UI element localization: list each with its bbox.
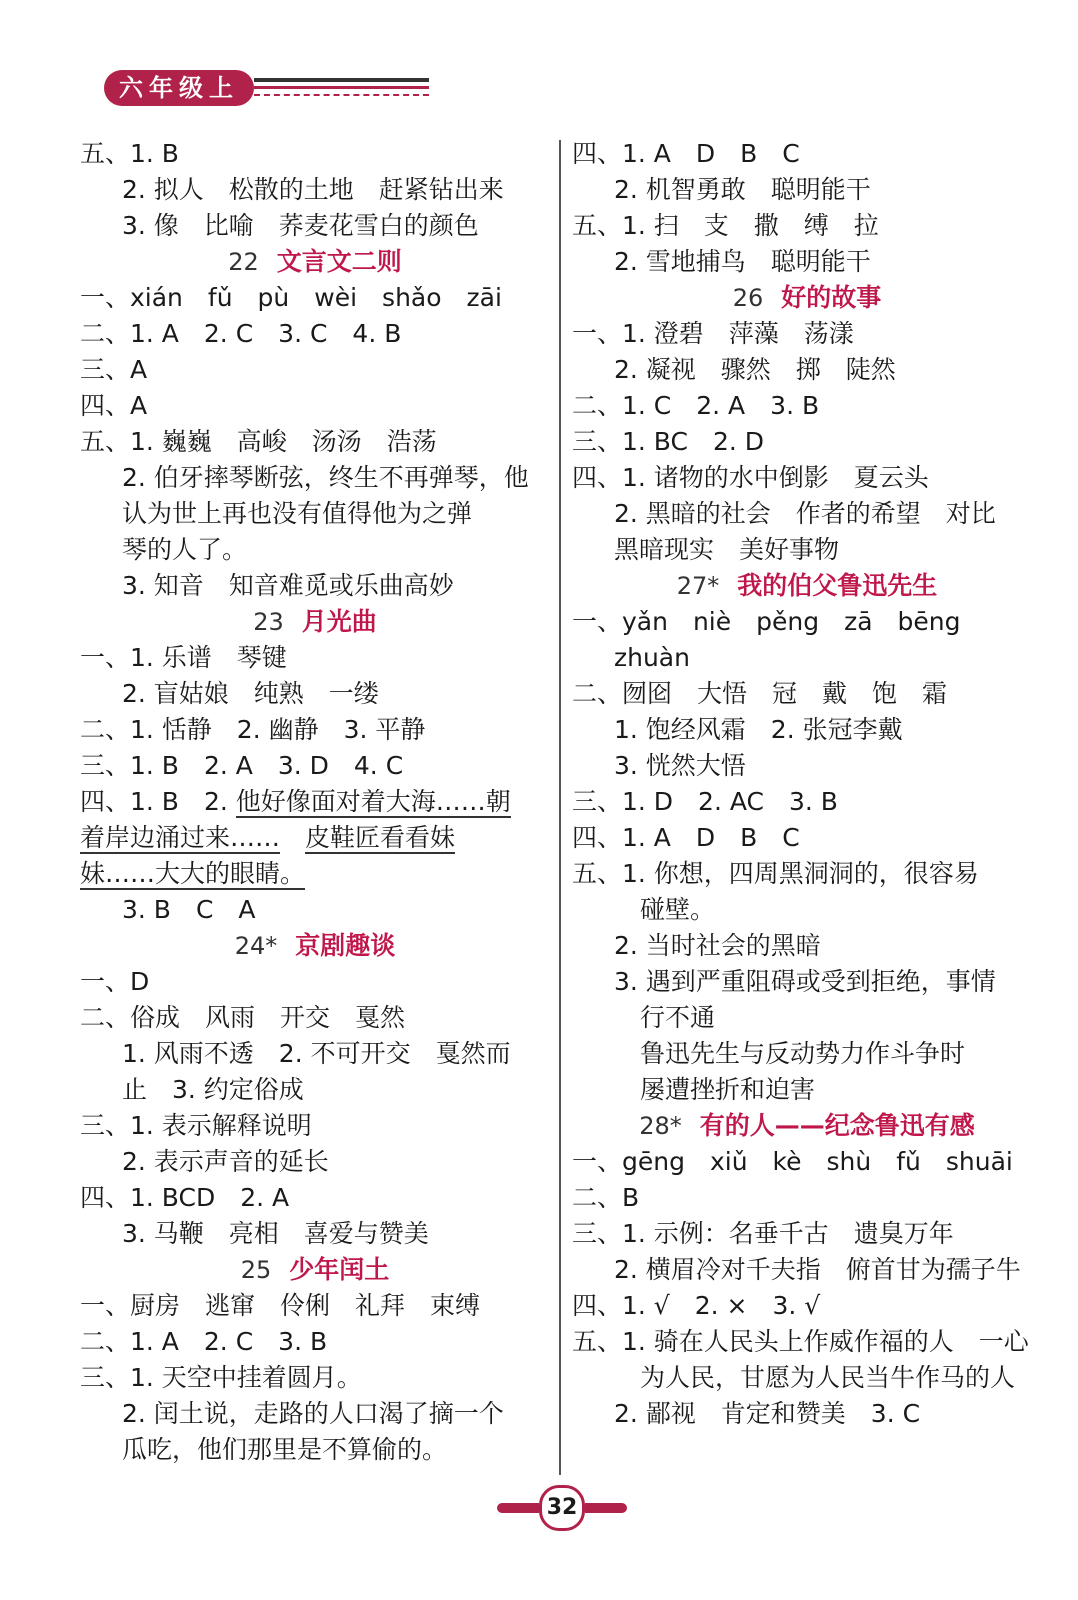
lesson-title — [80, 928, 550, 964]
answer-text: 五、1. 巍巍 高峻 汤汤 浩荡 — [80, 427, 437, 456]
answer-text: 五、1. 骑在人民头上作威作福的人 一心 — [572, 1327, 1029, 1356]
page-number: 32 — [539, 1485, 585, 1531]
answer-text: 2. 盲姑娘 纯熟 一缕 — [122, 679, 379, 708]
answer-text: 五、1. B — [80, 139, 179, 168]
answer-line — [572, 136, 1042, 172]
answer-text: 一、1. 澄碧 萍藻 荡漾 — [572, 319, 854, 348]
answer-line — [80, 1216, 550, 1252]
answer-text: 止 3. 约定俗成 — [122, 1075, 304, 1104]
answer-text: 三、1. 表示解释说明 — [80, 1111, 312, 1140]
answer-line — [572, 1396, 1042, 1432]
answer-text: 2. 凝视 骤然 掷 陡然 — [614, 355, 896, 384]
answer-text: 2. 鄙视 肯定和赞美 3. C — [614, 1399, 921, 1428]
answer-line — [572, 1324, 1042, 1360]
answer-line — [572, 748, 1042, 784]
footer-ornament — [497, 1503, 539, 1513]
answer-line — [572, 244, 1042, 280]
lesson-number: 26 — [732, 284, 764, 312]
answer-text: 1. 饱经风霜 2. 张冠李戴 — [614, 715, 903, 744]
answer-line — [80, 424, 550, 460]
answer-text: 瓜吃，他们那里是不算偷的。 — [122, 1435, 448, 1464]
answer-text: 一、D — [80, 967, 150, 996]
answer-text: 四、1. 诸物的水中倒影 夏云头 — [572, 463, 929, 492]
answer-line — [80, 352, 550, 388]
lesson-number: 23 — [253, 608, 284, 636]
answer-line — [80, 748, 550, 784]
answer-line — [572, 784, 1042, 820]
answer-text: 鲁迅先生与反动势力作斗争时 — [640, 1039, 966, 1068]
answer-text: 3. B C A — [122, 895, 256, 924]
answer-text: 一、1. 乐谱 琴键 — [80, 643, 287, 672]
answer-text: 2. 黑暗的社会 作者的希望 对比 — [614, 499, 996, 528]
lesson-name: 文言文二则 — [276, 247, 402, 276]
lesson-name: 好的故事 — [781, 283, 882, 312]
lesson-title — [572, 568, 1042, 604]
answer-line — [572, 604, 1042, 640]
answer-line — [572, 712, 1042, 748]
answer-text: 2. 闰土说，走路的人口渴了摘一个 — [122, 1399, 504, 1428]
answer-line — [572, 460, 1042, 496]
grade-badge: 六年级上 — [104, 70, 254, 106]
answer-line — [572, 532, 1042, 568]
answer-text: 3. 知音 知音难觅或乐曲高妙 — [122, 571, 454, 600]
header-rule-dashed — [254, 94, 429, 96]
answer-line — [80, 1036, 550, 1072]
answer-text: 一、xián fǔ pù wèi shǎo zāi — [80, 283, 502, 312]
answer-line — [572, 1036, 1042, 1072]
answer-text: 2. 当时社会的黑暗 — [614, 931, 821, 960]
answer-line — [80, 280, 550, 316]
answer-line — [572, 856, 1042, 892]
answer-line — [80, 640, 550, 676]
answer-line — [80, 136, 550, 172]
answer-text: 二、囫囵 大悟 冠 戴 饱 霜 — [572, 679, 948, 708]
answer-text: 三、1. D 2. AC 3. B — [572, 787, 838, 816]
answer-text: 四、A — [80, 391, 148, 420]
answer-line — [80, 1432, 550, 1468]
answer-line — [80, 1396, 550, 1432]
answer-line — [572, 892, 1042, 928]
answer-line — [80, 1000, 550, 1036]
answer-line — [80, 892, 550, 928]
header-rule — [254, 78, 429, 82]
answer-text: 2. 拟人 松散的土地 赶紧钻出来 — [122, 175, 504, 204]
lesson-name: 少年闰土 — [289, 1255, 390, 1284]
answer-column-right — [572, 136, 1042, 1432]
page-header — [104, 66, 434, 110]
answer-line — [572, 1000, 1042, 1036]
answer-line — [572, 928, 1042, 964]
answer-line — [80, 964, 550, 1000]
answer-line — [80, 1324, 550, 1360]
lesson-number: 25 — [240, 1256, 272, 1284]
answer-text: 2. 伯牙摔琴断弦，终生不再弹琴，他 — [122, 463, 529, 492]
answer-line — [80, 1288, 550, 1324]
answer-text: 三、1. 天空中挂着圆月。 — [80, 1363, 362, 1392]
answer-line — [572, 1144, 1042, 1180]
lesson-title — [80, 244, 550, 280]
answer-line — [572, 1288, 1042, 1324]
answer-line — [572, 316, 1042, 352]
answer-text: 黑暗现实 美好事物 — [614, 535, 840, 564]
underlined-answer: 他好像面对着大海……朝 — [235, 787, 511, 816]
answer-text: 二、1. 恬静 2. 幽静 3. 平静 — [80, 715, 426, 744]
answer-text: 认为世上再也没有值得他为之弹 — [122, 499, 473, 528]
answer-line — [80, 712, 550, 748]
answer-column-left — [80, 136, 550, 1468]
answer-text: 二、B — [572, 1183, 640, 1212]
answer-line — [80, 316, 550, 352]
answer-text: 四、1. A D B C — [572, 139, 800, 168]
answer-text: 二、1. C 2. A 3. B — [572, 391, 820, 420]
lesson-name: 有的人——纪念鲁迅有感 — [699, 1111, 975, 1140]
answer-text: 3. 恍然大悟 — [614, 751, 746, 780]
answer-text: 3. 遇到严重阻碍或受到拒绝，事情 — [614, 967, 996, 996]
answer-line — [572, 964, 1042, 1000]
lesson-number: 27* — [676, 572, 720, 600]
answer-line — [572, 640, 1042, 676]
underlined-answer: 着岸边涌过来…… — [80, 823, 281, 852]
answer-text: 五、1. 扫 支 撒 缚 拉 — [572, 211, 879, 240]
header-rule — [254, 86, 429, 89]
answer-line — [80, 172, 550, 208]
answer-line — [572, 208, 1042, 244]
answer-line — [572, 1216, 1042, 1252]
answer-text: 三、1. BC 2. D — [572, 427, 765, 456]
answer-text: zhuàn — [614, 643, 690, 672]
answer-text: 屡遭挫折和迫害 — [640, 1075, 816, 1104]
answer-text: 2. 横眉冷对千夫指 俯首甘为孺子牛 — [614, 1255, 1021, 1284]
answer-text: 2. 机智勇敢 聪明能干 — [614, 175, 871, 204]
answer-text: 三、1. B 2. A 3. D 4. C — [80, 751, 404, 780]
answer-text: 二、俗成 风雨 开交 戛然 — [80, 1003, 406, 1032]
answer-text: 2. 表示声音的延长 — [122, 1147, 329, 1176]
answer-line — [80, 388, 550, 424]
answer-line — [80, 1144, 550, 1180]
answer-line — [572, 388, 1042, 424]
answer-text: 3. 像 比喻 荞麦花雪白的颜色 — [122, 211, 479, 240]
answer-line — [572, 1360, 1042, 1396]
footer-ornament — [585, 1503, 627, 1513]
answer-line — [80, 1108, 550, 1144]
answer-text: 四、1. BCD 2. A — [80, 1183, 290, 1212]
answer-line — [80, 1180, 550, 1216]
lesson-title — [80, 1252, 550, 1288]
answer-text: 四、1. √ 2. × 3. √ — [572, 1291, 821, 1320]
answer-line — [572, 820, 1042, 856]
answer-line — [572, 1252, 1042, 1288]
lesson-title — [572, 1108, 1042, 1144]
answer-text: 四、1. B 2. — [80, 787, 236, 816]
answer-line — [80, 820, 550, 856]
answer-line — [572, 424, 1042, 460]
answer-text: 行不通 — [640, 1003, 716, 1032]
answer-text: 一、gēng xiǔ kè shù fǔ shuāi — [572, 1147, 1013, 1176]
answer-text: 一、厨房 逃窜 伶俐 礼拜 束缚 — [80, 1291, 481, 1320]
lesson-number: 24* — [234, 932, 278, 960]
lesson-title — [80, 604, 550, 640]
answer-line — [80, 460, 550, 496]
answer-text: 二、1. A 2. C 3. C 4. B — [80, 319, 402, 348]
answer-text: 为人民，甘愿为人民当牛作马的人 — [640, 1363, 1016, 1392]
answer-text: 一、yǎn niè pěng zā bēng — [572, 607, 961, 636]
answer-text: 三、1. 示例：名垂千古 遗臭万年 — [572, 1219, 954, 1248]
answer-line — [80, 784, 550, 820]
answer-text — [280, 823, 305, 852]
answer-text: 琴的人了。 — [122, 535, 248, 564]
column-divider — [559, 140, 561, 1475]
answer-line — [572, 496, 1042, 532]
answer-line — [80, 568, 550, 604]
answer-line — [80, 1072, 550, 1108]
lesson-name: 我的伯父鲁迅先生 — [737, 571, 938, 600]
lesson-name: 京剧趣谈 — [295, 931, 396, 960]
lesson-name: 月光曲 — [301, 607, 377, 636]
answer-line — [80, 208, 550, 244]
answer-line — [80, 532, 550, 568]
answer-line — [80, 676, 550, 712]
answer-line — [572, 172, 1042, 208]
answer-line — [80, 496, 550, 532]
answer-line — [572, 352, 1042, 388]
answer-line — [572, 676, 1042, 712]
answer-text: 碰壁。 — [640, 895, 716, 924]
underlined-answer: 皮鞋匠看看妹 — [305, 823, 456, 852]
lesson-number: 22 — [228, 248, 259, 276]
answer-line — [572, 1072, 1042, 1108]
answer-line — [80, 856, 550, 892]
answer-line — [572, 1180, 1042, 1216]
answer-text: 三、A — [80, 355, 148, 384]
answer-text: 3. 马鞭 亮相 喜爱与赞美 — [122, 1219, 429, 1248]
lesson-number: 28* — [639, 1112, 682, 1140]
answer-text: 2. 雪地捕鸟 聪明能干 — [614, 247, 871, 276]
answer-line — [80, 1360, 550, 1396]
underlined-answer: 妹……大大的眼睛。 — [80, 859, 306, 888]
lesson-title — [572, 280, 1042, 316]
answer-text: 四、1. A D B C — [572, 823, 800, 852]
answer-text: 1. 风雨不透 2. 不可开交 戛然而 — [122, 1039, 511, 1068]
answer-text: 五、1. 你想，四周黑洞洞的，很容易 — [572, 859, 979, 888]
answer-text: 二、1. A 2. C 3. B — [80, 1327, 328, 1356]
